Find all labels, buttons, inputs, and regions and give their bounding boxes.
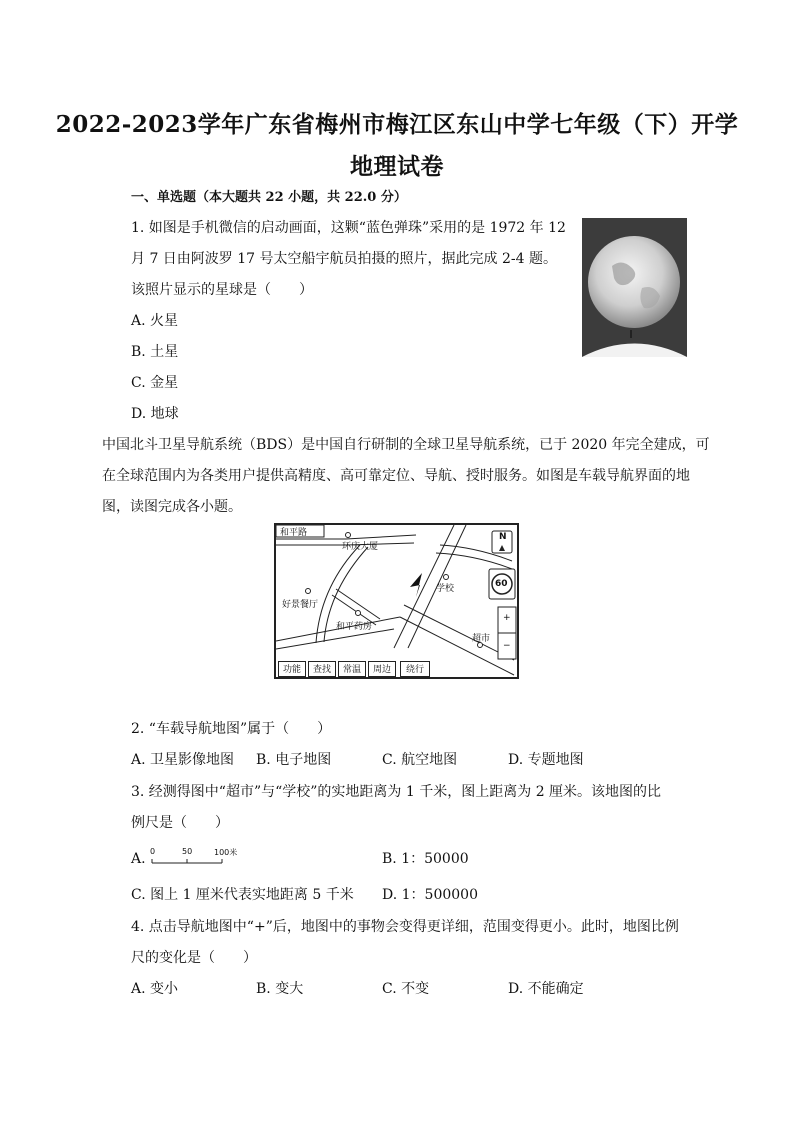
nav-button-nearby[interactable]: 周边: [368, 661, 396, 677]
scale-label-50: 50: [182, 847, 193, 856]
q3-line2: 例尺是（ ）: [131, 815, 229, 831]
nav-button-temperature[interactable]: 常温: [338, 661, 366, 677]
q1-option-b[interactable]: B. 土星: [131, 344, 179, 360]
q4-line2: 尺的变化是（ ）: [131, 950, 257, 966]
q2-option-d[interactable]: D. 专题地图: [508, 752, 584, 768]
poi-school[interactable]: 学校: [436, 584, 455, 594]
intro-line2: 在全球范围内为各类用户提供高精度、高可靠定位、导航、授时服务。如图是车载导航界面的地: [102, 468, 690, 484]
poi-pharmacy[interactable]: 和平药房: [336, 622, 373, 632]
q2-option-a[interactable]: A. 卫星影像地图: [131, 752, 235, 768]
q2-option-b[interactable]: B. 电子地图: [256, 752, 332, 768]
north-indicator: N: [499, 532, 507, 542]
q1-option-d[interactable]: D. 地球: [131, 406, 179, 422]
q2-option-c[interactable]: C. 航空地图: [382, 752, 458, 768]
q1-option-a[interactable]: A. 火星: [131, 313, 179, 329]
poi-restaurant[interactable]: 好景餐厅: [282, 600, 319, 610]
scale-label-0: 0: [150, 847, 156, 856]
q1-line2: 月 7 日由阿波罗 17 号太空船宇航员拍摄的照片，据此完成 2-4 题。: [131, 251, 557, 267]
zoom-out-button[interactable]: −: [503, 641, 511, 651]
q1-line1: 1. 如图是手机微信的启动画面，这颗“蓝色弹珠”采用的是 1972 年 12: [131, 220, 566, 236]
q3-option-b[interactable]: B. 1：50000: [382, 851, 469, 867]
poi-building[interactable]: 环庆大厦: [342, 542, 379, 552]
scale-bar: [150, 849, 240, 867]
intro-line3: 图，读图完成各小题。: [102, 499, 242, 515]
zoom-in-button[interactable]: +: [503, 613, 511, 623]
poi-market[interactable]: 超市: [472, 634, 491, 644]
page-title: 2022-2023学年广东省梅州市梅江区东山中学七年级（下）开学: [55, 111, 739, 138]
q3-option-a[interactable]: A.: [131, 851, 146, 867]
q4-option-d[interactable]: D. 不能确定: [508, 981, 584, 997]
scale-label-100: 100米: [214, 848, 238, 857]
nav-button-search[interactable]: 查找: [308, 661, 336, 677]
q3-option-c[interactable]: C. 图上 1 厘米代表实地距离 5 千米: [131, 887, 354, 903]
nav-button-detour[interactable]: 绕行: [400, 661, 430, 677]
q4-option-a[interactable]: A. 变小: [131, 981, 179, 997]
q4-option-c[interactable]: C. 不变: [382, 981, 430, 997]
q3-option-d[interactable]: D. 1：500000: [382, 887, 478, 903]
speed-limit: 60: [495, 579, 508, 589]
q1-stem: 该照片显示的星球是（ ）: [131, 282, 313, 298]
page-subtitle: 地理试卷: [350, 153, 444, 180]
nav-button-function[interactable]: 功能: [278, 661, 306, 677]
section-heading: 一、单选题（本大题共 22 小题，共 22.0 分）: [131, 190, 407, 205]
earth-photo: [582, 218, 687, 357]
road-label: 和平路: [280, 528, 308, 538]
q1-option-c[interactable]: C. 金星: [131, 375, 179, 391]
q3-line1: 3. 经测得图中“超市”与“学校”的实地距离为 1 千米，图上距离为 2 厘米。该地图的比: [131, 784, 662, 800]
nav-map: [274, 523, 519, 679]
q4-line1: 4. 点击导航地图中“+”后，地图中的事物会变得更详细，范围变得更小。此时，地图比例: [131, 919, 679, 935]
intro-line1: 中国北斗卫星导航系统（BDS）是中国自行研制的全球卫星导航系统，已于 2020 年完全建成，可: [102, 437, 710, 453]
q4-option-b[interactable]: B. 变大: [256, 981, 304, 997]
q2-stem: 2. “车载导航地图”属于（ ）: [131, 721, 332, 737]
